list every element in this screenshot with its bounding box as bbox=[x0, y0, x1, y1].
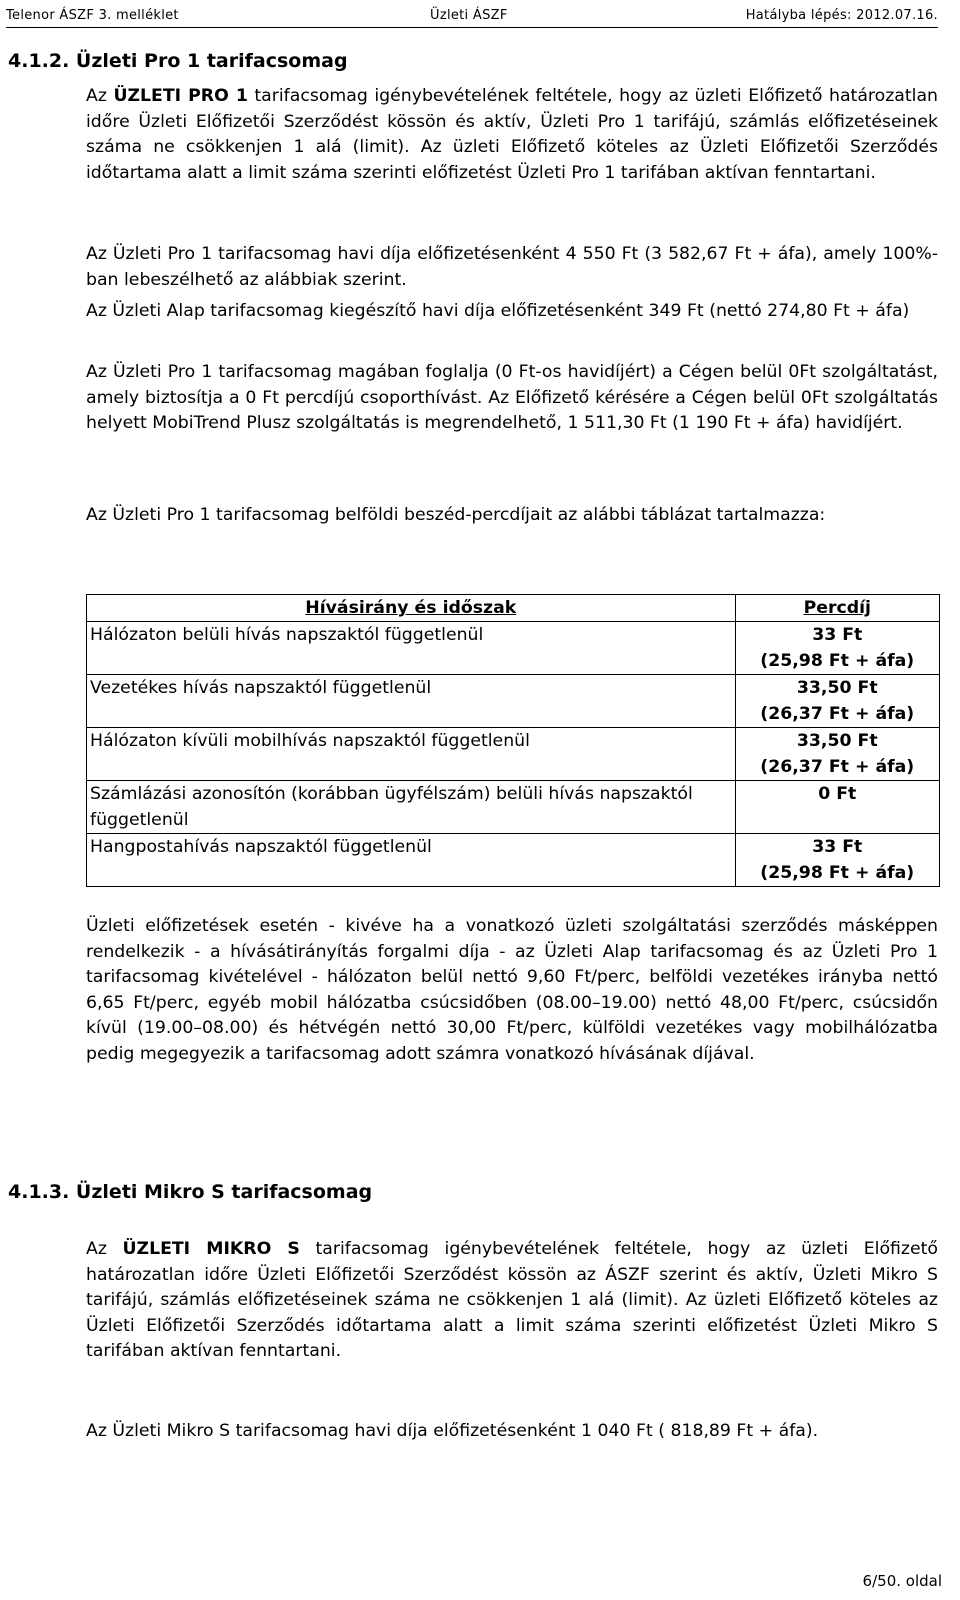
page-number: 6/50. oldal bbox=[862, 1572, 942, 1590]
paragraph-alap-supplement-fee: Az Üzleti Alap tarifacsomag kiegészítő havi díja előfizetésenként 349 Ft (nettó 274,80 Ft + áfa) bbox=[86, 301, 910, 321]
price-cell bbox=[735, 781, 939, 834]
tariff-name-bold: ÜZLETI MIKRO S bbox=[122, 1239, 300, 1259]
header-section-title: Üzleti ÁSZF bbox=[430, 8, 508, 23]
paragraph-mikro-s-conditions bbox=[86, 1237, 938, 1365]
price-cell bbox=[735, 675, 939, 728]
price-cell bbox=[735, 834, 939, 887]
tariff-name-bold: ÜZLETI PRO 1 bbox=[113, 86, 248, 106]
header-effective-date: Hatályba lépés: 2012.07.16. bbox=[745, 8, 938, 23]
header-divider bbox=[6, 27, 938, 28]
column-header-price: Percdíj bbox=[735, 595, 939, 622]
paragraph-table-intro: Az Üzleti Pro 1 tarifacsomag belföldi beszéd-percdíjait az alábbi táblázat tartalmazza: bbox=[86, 505, 826, 525]
paragraph-call-forwarding-fees: Üzleti előfizetések esetén - kivéve ha a vonatkozó üzleti szolgáltatási szerződés másképpen rendelkezik - a hívásátirányítás forgalmi díja - az Üzleti Alap tarifacsomag és az Üzleti Pro 1 tarifacsomag kivételével - hálózaton belül nettó 9,60 Ft/perc, belföldi vezetékes irányba nettó 6,65 Ft/perc, egyéb mobil hálózatba csúcsidőben (08.00–19.00) nettó 48,00 Ft/perc, csúcsidőn kívül (19.00–08.00) és hétvégén nettó 30,00 Ft/perc, külföldi vezetékes vagy mobilhálózatba pedig megegyezik a tarifacsomag adott számra vonatkozó hívásának díjával. bbox=[86, 916, 938, 1064]
price-cell bbox=[735, 622, 939, 675]
gross-price: 33,50 Ft bbox=[796, 731, 878, 751]
net-price: (25,98 Ft + áfa) bbox=[760, 863, 915, 883]
section-heading-mikro-s: 4.1.3. Üzleti Mikro S tarifacsomag bbox=[8, 1181, 373, 1203]
net-price: (26,37 Ft + áfa) bbox=[760, 757, 915, 777]
call-direction-cell: Hálózaton belüli hívás napszaktól függetlenül bbox=[87, 622, 736, 675]
page-header bbox=[6, 6, 938, 26]
table-row bbox=[87, 622, 940, 675]
text-fragment: tarifacsomag igénybevételének feltétele, hogy az üzleti Előfizető határozatlan időre Üzleti Előfizetői Szerződést kössön és aktív, Üzleti Pro 1 tarifájú, számlás előfizetéseinek száma ne csökkenjen 1 alá (limit). Az üzleti Előfizető köteles az Üzleti Előfizetői Szerződés időtartama alatt a limit száma szerinti előfizetést Üzleti Pro 1 tarifában aktívan fenntartani. bbox=[86, 86, 938, 183]
table-row bbox=[87, 834, 940, 887]
table-header-row bbox=[87, 595, 940, 622]
paragraph-pro1-conditions bbox=[86, 84, 938, 186]
text-fragment: tarifacsomag igénybevételének feltétele, hogy az üzleti Előfizető határozatlan időre Üzleti Előfizetői Szerződést kössön az ÁSZF szerint és aktív, Üzleti Mikro S tarifájú, számlás előfizetéseinek száma ne csökkenjen 1 alá (limit). Az üzleti Előfizető köteles az Üzleti Előfizetői Szerződés időtartama alatt a limit száma szerinti előfizetést Üzleti Mikro S tarifában aktívan fenntartani. bbox=[86, 1239, 938, 1361]
call-direction-cell: Számlázási azonosítón (korábban ügyfélszám) belüli hívás napszaktól függetlenül bbox=[87, 781, 736, 834]
gross-price: 33,50 Ft bbox=[796, 678, 878, 698]
net-price: (26,37 Ft + áfa) bbox=[760, 704, 915, 724]
call-tariff-table bbox=[86, 594, 940, 887]
section-heading-pro1: 4.1.2. Üzleti Pro 1 tarifacsomag bbox=[8, 50, 348, 72]
gross-price: 0 Ft bbox=[818, 784, 857, 804]
header-document-title: Telenor ÁSZF 3. melléklet bbox=[6, 8, 179, 23]
price-cell bbox=[735, 728, 939, 781]
paragraph-pro1-included-service: Az Üzleti Pro 1 tarifacsomag magában foglalja (0 Ft-os havidíjért) a Cégen belül 0Ft szolgáltatást, amely biztosítja a 0 Ft percdíjú csoporthívást. Az Előfizető kérésére a Cégen belül 0Ft szolgáltatás helyett MobiTrend Plusz szolgáltatás is megrendelhető, 1 511,30 Ft (1 190 Ft + áfa) havidíjért. bbox=[86, 362, 938, 433]
text-fragment: Az bbox=[86, 86, 114, 106]
table-row bbox=[87, 675, 940, 728]
table-row bbox=[87, 728, 940, 781]
call-direction-cell: Vezetékes hívás napszaktól függetlenül bbox=[87, 675, 736, 728]
text-fragment: Az bbox=[86, 1239, 123, 1259]
gross-price: 33 Ft bbox=[812, 837, 863, 857]
paragraph-mikro-s-monthly-fee: Az Üzleti Mikro S tarifacsomag havi díja előfizetésenként 1 040 Ft ( 818,89 Ft + áfa). bbox=[86, 1421, 819, 1441]
gross-price: 33 Ft bbox=[812, 625, 863, 645]
paragraph-pro1-monthly-fee: Az Üzleti Pro 1 tarifacsomag havi díja előfizetésenként 4 550 Ft (3 582,67 Ft + áfa), amely 100%-ban lebeszélhető az alábbiak szerint. bbox=[86, 244, 938, 290]
table-row bbox=[87, 781, 940, 834]
column-header-direction: Hívásirány és időszak bbox=[87, 595, 736, 622]
call-direction-cell: Hálózaton kívüli mobilhívás napszaktól függetlenül bbox=[87, 728, 736, 781]
call-direction-cell: Hangpostahívás napszaktól függetlenül bbox=[87, 834, 736, 887]
net-price: (25,98 Ft + áfa) bbox=[760, 651, 915, 671]
